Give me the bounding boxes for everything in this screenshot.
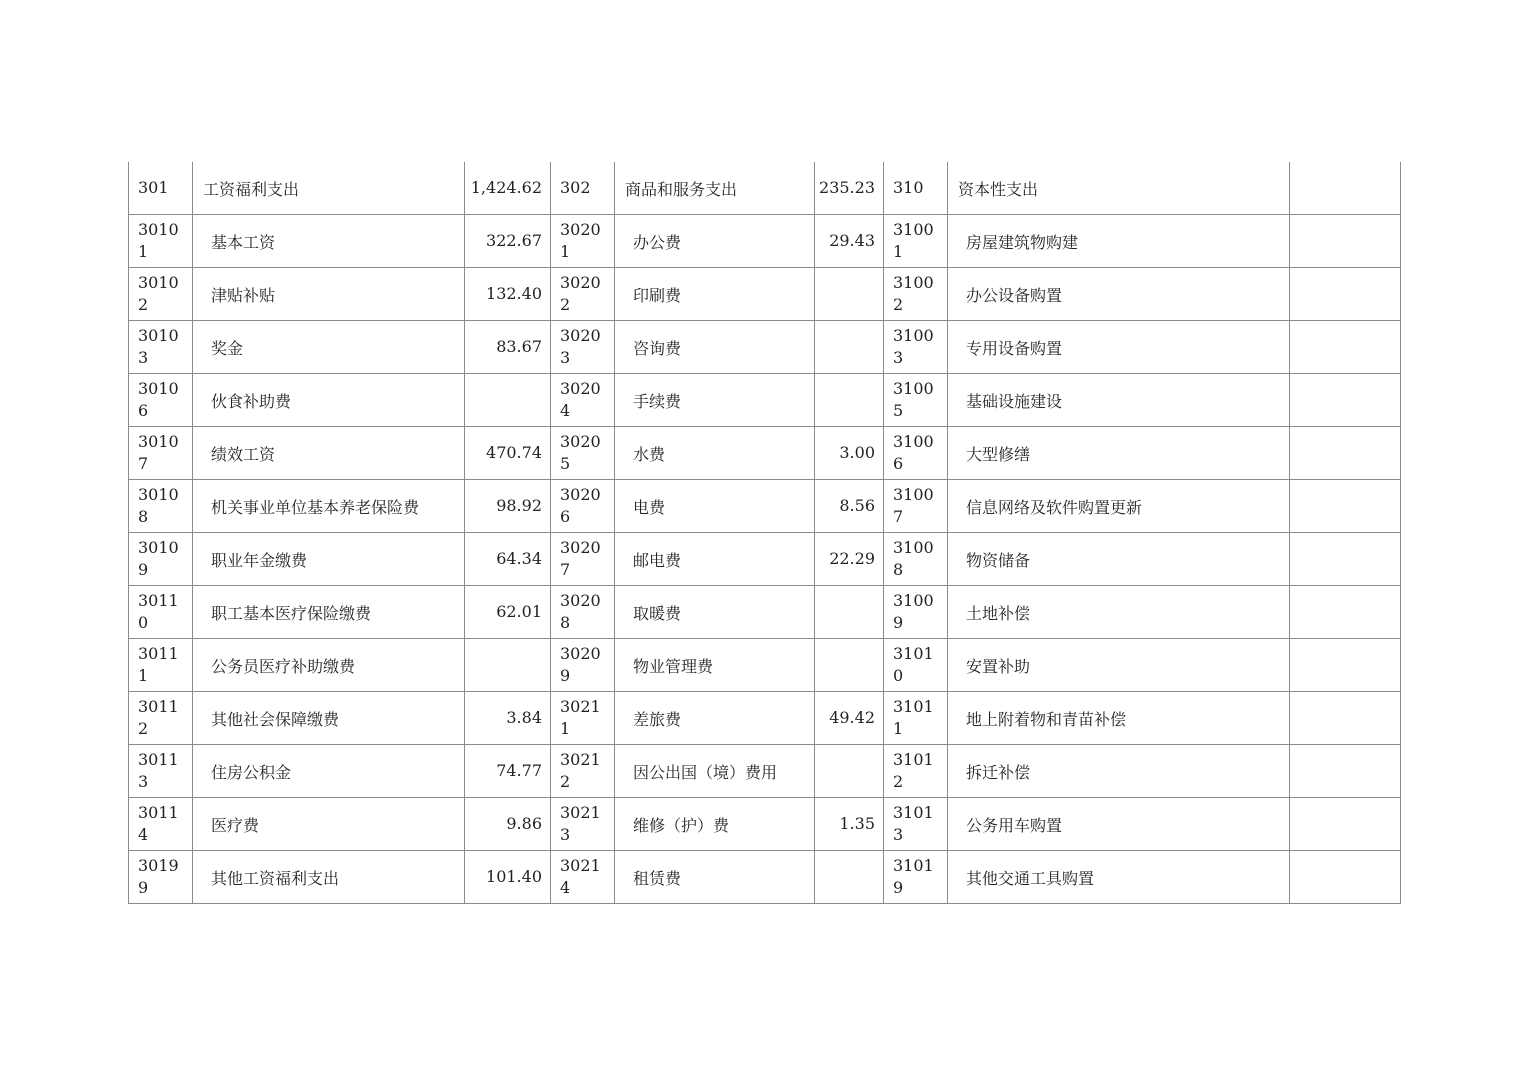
table-row (129, 639, 1401, 692)
item-name-cell: 绩效工资 (193, 427, 465, 480)
econ-code-cell: 30101 (129, 215, 193, 268)
table-row (129, 215, 1401, 268)
amount-cell: 9.86 (465, 798, 551, 851)
amount-cell (1290, 162, 1401, 215)
item-name-cell: 商品和服务支出 (615, 162, 815, 215)
econ-code-cell: 30106 (129, 374, 193, 427)
amount-cell: 322.67 (465, 215, 551, 268)
item-name-cell: 伙食补助费 (193, 374, 465, 427)
econ-code-cell: 31008 (884, 533, 948, 586)
table-body (129, 162, 1401, 904)
amount-cell (1290, 851, 1401, 904)
table-row (129, 692, 1401, 745)
amount-cell: 64.34 (465, 533, 551, 586)
item-name-cell: 水费 (615, 427, 815, 480)
item-name-cell: 维修（护）费 (615, 798, 815, 851)
table-row (129, 586, 1401, 639)
econ-code-cell: 31009 (884, 586, 948, 639)
econ-code-cell: 30111 (129, 639, 193, 692)
econ-code-cell: 30208 (551, 586, 615, 639)
item-name-cell: 住房公积金 (193, 745, 465, 798)
econ-code-cell: 30204 (551, 374, 615, 427)
amount-cell: 62.01 (465, 586, 551, 639)
item-name-cell: 咨询费 (615, 321, 815, 374)
item-name-cell: 其他交通工具购置 (948, 851, 1290, 904)
table-row (129, 427, 1401, 480)
amount-cell: 74.77 (465, 745, 551, 798)
amount-cell (815, 268, 884, 321)
amount-cell: 101.40 (465, 851, 551, 904)
econ-code-cell: 31012 (884, 745, 948, 798)
econ-code-cell: 30112 (129, 692, 193, 745)
item-name-cell: 房屋建筑物购建 (948, 215, 1290, 268)
amount-cell (1290, 586, 1401, 639)
amount-cell (1290, 639, 1401, 692)
econ-code-cell: 30214 (551, 851, 615, 904)
econ-code-cell: 31011 (884, 692, 948, 745)
econ-code-cell: 30113 (129, 745, 193, 798)
amount-cell (1290, 321, 1401, 374)
item-name-cell: 办公费 (615, 215, 815, 268)
item-name-cell: 安置补助 (948, 639, 1290, 692)
amount-cell (815, 586, 884, 639)
item-name-cell: 资本性支出 (948, 162, 1290, 215)
item-name-cell: 机关事业单位基本养老保险费 (193, 480, 465, 533)
amount-cell (815, 851, 884, 904)
amount-cell (1290, 215, 1401, 268)
econ-code-cell: 30212 (551, 745, 615, 798)
amount-cell (1290, 745, 1401, 798)
item-name-cell: 办公设备购置 (948, 268, 1290, 321)
econ-code-cell: 31013 (884, 798, 948, 851)
item-name-cell: 基本工资 (193, 215, 465, 268)
item-name-cell: 信息网络及软件购置更新 (948, 480, 1290, 533)
amount-cell: 470.74 (465, 427, 551, 480)
econ-code-cell: 30102 (129, 268, 193, 321)
item-name-cell: 其他工资福利支出 (193, 851, 465, 904)
econ-code-cell: 31007 (884, 480, 948, 533)
item-name-cell: 地上附着物和青苗补偿 (948, 692, 1290, 745)
econ-code-cell: 30209 (551, 639, 615, 692)
econ-code-cell: 30108 (129, 480, 193, 533)
amount-cell (1290, 374, 1401, 427)
amount-cell (1290, 692, 1401, 745)
econ-code-cell: 31001 (884, 215, 948, 268)
item-name-cell: 工资福利支出 (193, 162, 465, 215)
amount-cell (1290, 533, 1401, 586)
amount-cell (815, 745, 884, 798)
econ-code-cell: 30199 (129, 851, 193, 904)
amount-cell (1290, 480, 1401, 533)
econ-code-cell: 31005 (884, 374, 948, 427)
econ-code-cell: 30103 (129, 321, 193, 374)
amount-cell (815, 321, 884, 374)
item-name-cell: 医疗费 (193, 798, 465, 851)
amount-cell (1290, 798, 1401, 851)
amount-cell (1290, 427, 1401, 480)
amount-cell (1290, 268, 1401, 321)
amount-cell (465, 639, 551, 692)
item-name-cell: 职业年金缴费 (193, 533, 465, 586)
econ-code-cell: 30107 (129, 427, 193, 480)
econ-code-cell: 30203 (551, 321, 615, 374)
econ-code-cell: 301 (129, 162, 193, 215)
table-row (129, 321, 1401, 374)
item-name-cell: 其他社会保障缴费 (193, 692, 465, 745)
amount-cell (815, 639, 884, 692)
item-name-cell: 差旅费 (615, 692, 815, 745)
amount-cell: 3.00 (815, 427, 884, 480)
econ-code-cell: 31002 (884, 268, 948, 321)
econ-code-cell: 30213 (551, 798, 615, 851)
econ-code-cell: 30206 (551, 480, 615, 533)
table-row (129, 162, 1401, 215)
item-name-cell: 津贴补贴 (193, 268, 465, 321)
amount-cell (815, 374, 884, 427)
amount-cell: 98.92 (465, 480, 551, 533)
econ-code-cell: 30110 (129, 586, 193, 639)
econ-code-cell: 31003 (884, 321, 948, 374)
item-name-cell: 物业管理费 (615, 639, 815, 692)
item-name-cell: 公务员医疗补助缴费 (193, 639, 465, 692)
econ-code-cell: 30109 (129, 533, 193, 586)
item-name-cell: 印刷费 (615, 268, 815, 321)
item-name-cell: 拆迁补偿 (948, 745, 1290, 798)
table-row (129, 374, 1401, 427)
table-row (129, 268, 1401, 321)
table-row (129, 480, 1401, 533)
item-name-cell: 职工基本医疗保险缴费 (193, 586, 465, 639)
item-name-cell: 专用设备购置 (948, 321, 1290, 374)
amount-cell: 22.29 (815, 533, 884, 586)
expenditure-table (128, 162, 1401, 904)
item-name-cell: 因公出国（境）费用 (615, 745, 815, 798)
item-name-cell: 电费 (615, 480, 815, 533)
econ-code-cell: 31019 (884, 851, 948, 904)
econ-code-cell: 31010 (884, 639, 948, 692)
item-name-cell: 奖金 (193, 321, 465, 374)
econ-code-cell: 310 (884, 162, 948, 215)
table-row (129, 533, 1401, 586)
table-row (129, 745, 1401, 798)
amount-cell: 49.42 (815, 692, 884, 745)
econ-code-cell: 30114 (129, 798, 193, 851)
econ-code-cell: 302 (551, 162, 615, 215)
amount-cell: 1.35 (815, 798, 884, 851)
item-name-cell: 邮电费 (615, 533, 815, 586)
amount-cell: 29.43 (815, 215, 884, 268)
item-name-cell: 土地补偿 (948, 586, 1290, 639)
econ-code-cell: 30205 (551, 427, 615, 480)
econ-code-cell: 31006 (884, 427, 948, 480)
item-name-cell: 公务用车购置 (948, 798, 1290, 851)
amount-cell: 8.56 (815, 480, 884, 533)
item-name-cell: 大型修缮 (948, 427, 1290, 480)
item-name-cell: 租赁费 (615, 851, 815, 904)
item-name-cell: 基础设施建设 (948, 374, 1290, 427)
item-name-cell: 物资储备 (948, 533, 1290, 586)
amount-cell: 3.84 (465, 692, 551, 745)
amount-cell: 235.23 (815, 162, 884, 215)
amount-cell: 83.67 (465, 321, 551, 374)
table-row (129, 851, 1401, 904)
econ-code-cell: 30202 (551, 268, 615, 321)
item-name-cell: 取暖费 (615, 586, 815, 639)
amount-cell (465, 374, 551, 427)
item-name-cell: 手续费 (615, 374, 815, 427)
econ-code-cell: 30211 (551, 692, 615, 745)
table-row (129, 798, 1401, 851)
econ-code-cell: 30201 (551, 215, 615, 268)
amount-cell: 1,424.62 (465, 162, 551, 215)
amount-cell: 132.40 (465, 268, 551, 321)
econ-code-cell: 30207 (551, 533, 615, 586)
